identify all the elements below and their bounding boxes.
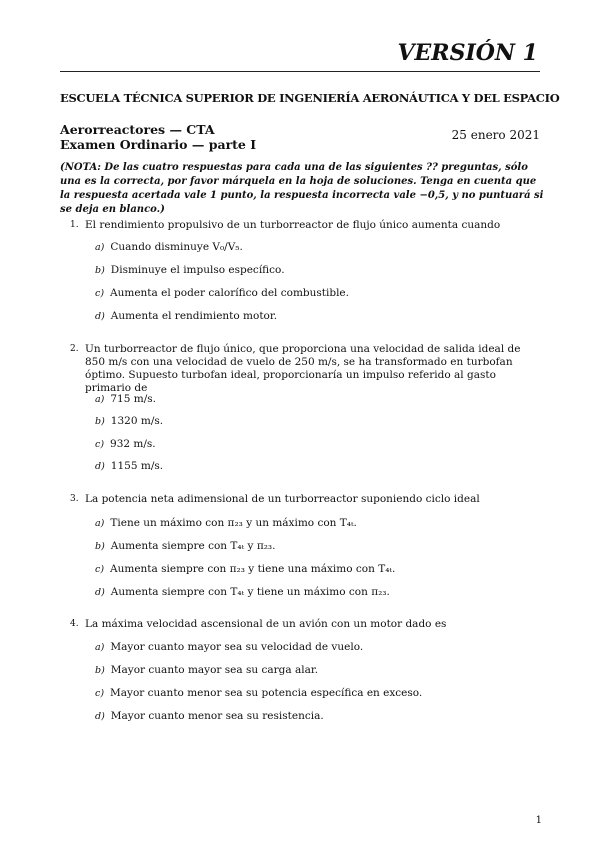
option-4c: c) Mayor cuanto menor sea su potencia específica en exceso.: [95, 687, 423, 699]
option-2b: b) 1320 m/s.: [95, 415, 164, 427]
question-1: [70, 219, 540, 232]
question-number: 1.: [70, 220, 79, 230]
option-1a: a) Cuando disminuye V₀/V₅.: [95, 241, 243, 253]
option-2d: d) 1155 m/s.: [95, 460, 164, 472]
option-4b: b) Mayor cuanto mayor sea su carga alar.: [95, 664, 319, 676]
option-2c: c) 932 m/s.: [95, 438, 156, 450]
school-name: ESCUELA TÉCNICA SUPERIOR DE INGENIERÍA AERONÁUTICA Y DEL ESPACIO: [60, 91, 560, 105]
instructions-note: (NOTA: De las cuatro respuestas para cada una de las siguientes ?? preguntas, sólo una es la correcta, por favor márquela en la hoja de soluciones. Tenga en cuenta que la respuesta acertada vale 1 punto, la respuesta incorrecta vale −0,5, y no puntuará si se deja en blanco.): [60, 162, 544, 215]
question-4: [70, 618, 540, 631]
option-4a: a) Mayor cuanto mayor sea su velocidad de vuelo.: [95, 641, 364, 653]
option-3c: c) Aumenta siempre con π₂₃ y tiene una máximo con T₄ₜ.: [95, 563, 396, 575]
option-3a: a) Tiene un máximo con π₂₃ y un máximo con T₄ₜ.: [95, 517, 357, 529]
question-number: 3.: [70, 494, 79, 504]
option-2a: a) 715 m/s.: [95, 393, 156, 405]
exam-title: Examen Ordinario — parte I: [60, 137, 257, 152]
question-text: La potencia neta adimensional de un turborreactor suponiendo ciclo ideal: [85, 493, 480, 505]
question-text: Un turborreactor de flujo único, que proporciona una velocidad de salida ideal de 850 m/s con una velocidad de vuelo de 250 m/s, se ha transformado en turbofan óptimo. Supuesto turbofan ideal, proporcionaría un impulso referido al gasto primario de: [85, 343, 521, 394]
option-3b: b) Aumenta siempre con T₄ₜ y π₂₃.: [95, 540, 276, 552]
option-1c: c) Aumenta el poder calorífico del combustible.: [95, 287, 349, 299]
question-number: 4.: [70, 619, 79, 629]
question-3: [70, 493, 540, 506]
option-1d: d) Aumenta el rendimiento motor.: [95, 310, 278, 322]
version-title: VERSIÓN 1: [397, 40, 538, 66]
question-2: [70, 343, 540, 395]
question-number: 2.: [70, 344, 79, 354]
course-title: Aerorreactores — CTA: [60, 122, 215, 137]
page-number: 1: [535, 815, 542, 826]
header-rule: [60, 71, 540, 72]
option-1b: b) Disminuye el impulso específico.: [95, 264, 285, 276]
option-3d: d) Aumenta siempre con T₄ₜ y tiene un máximo con π₂₃.: [95, 586, 390, 598]
option-4d: d) Mayor cuanto menor sea su resistencia.: [95, 710, 324, 722]
question-text: La máxima velocidad ascensional de un avión con un motor dado es: [85, 618, 447, 630]
question-text: El rendimiento propulsivo de un turborreactor de flujo único aumenta cuando: [85, 219, 501, 231]
exam-date: 25 enero 2021: [451, 128, 540, 142]
